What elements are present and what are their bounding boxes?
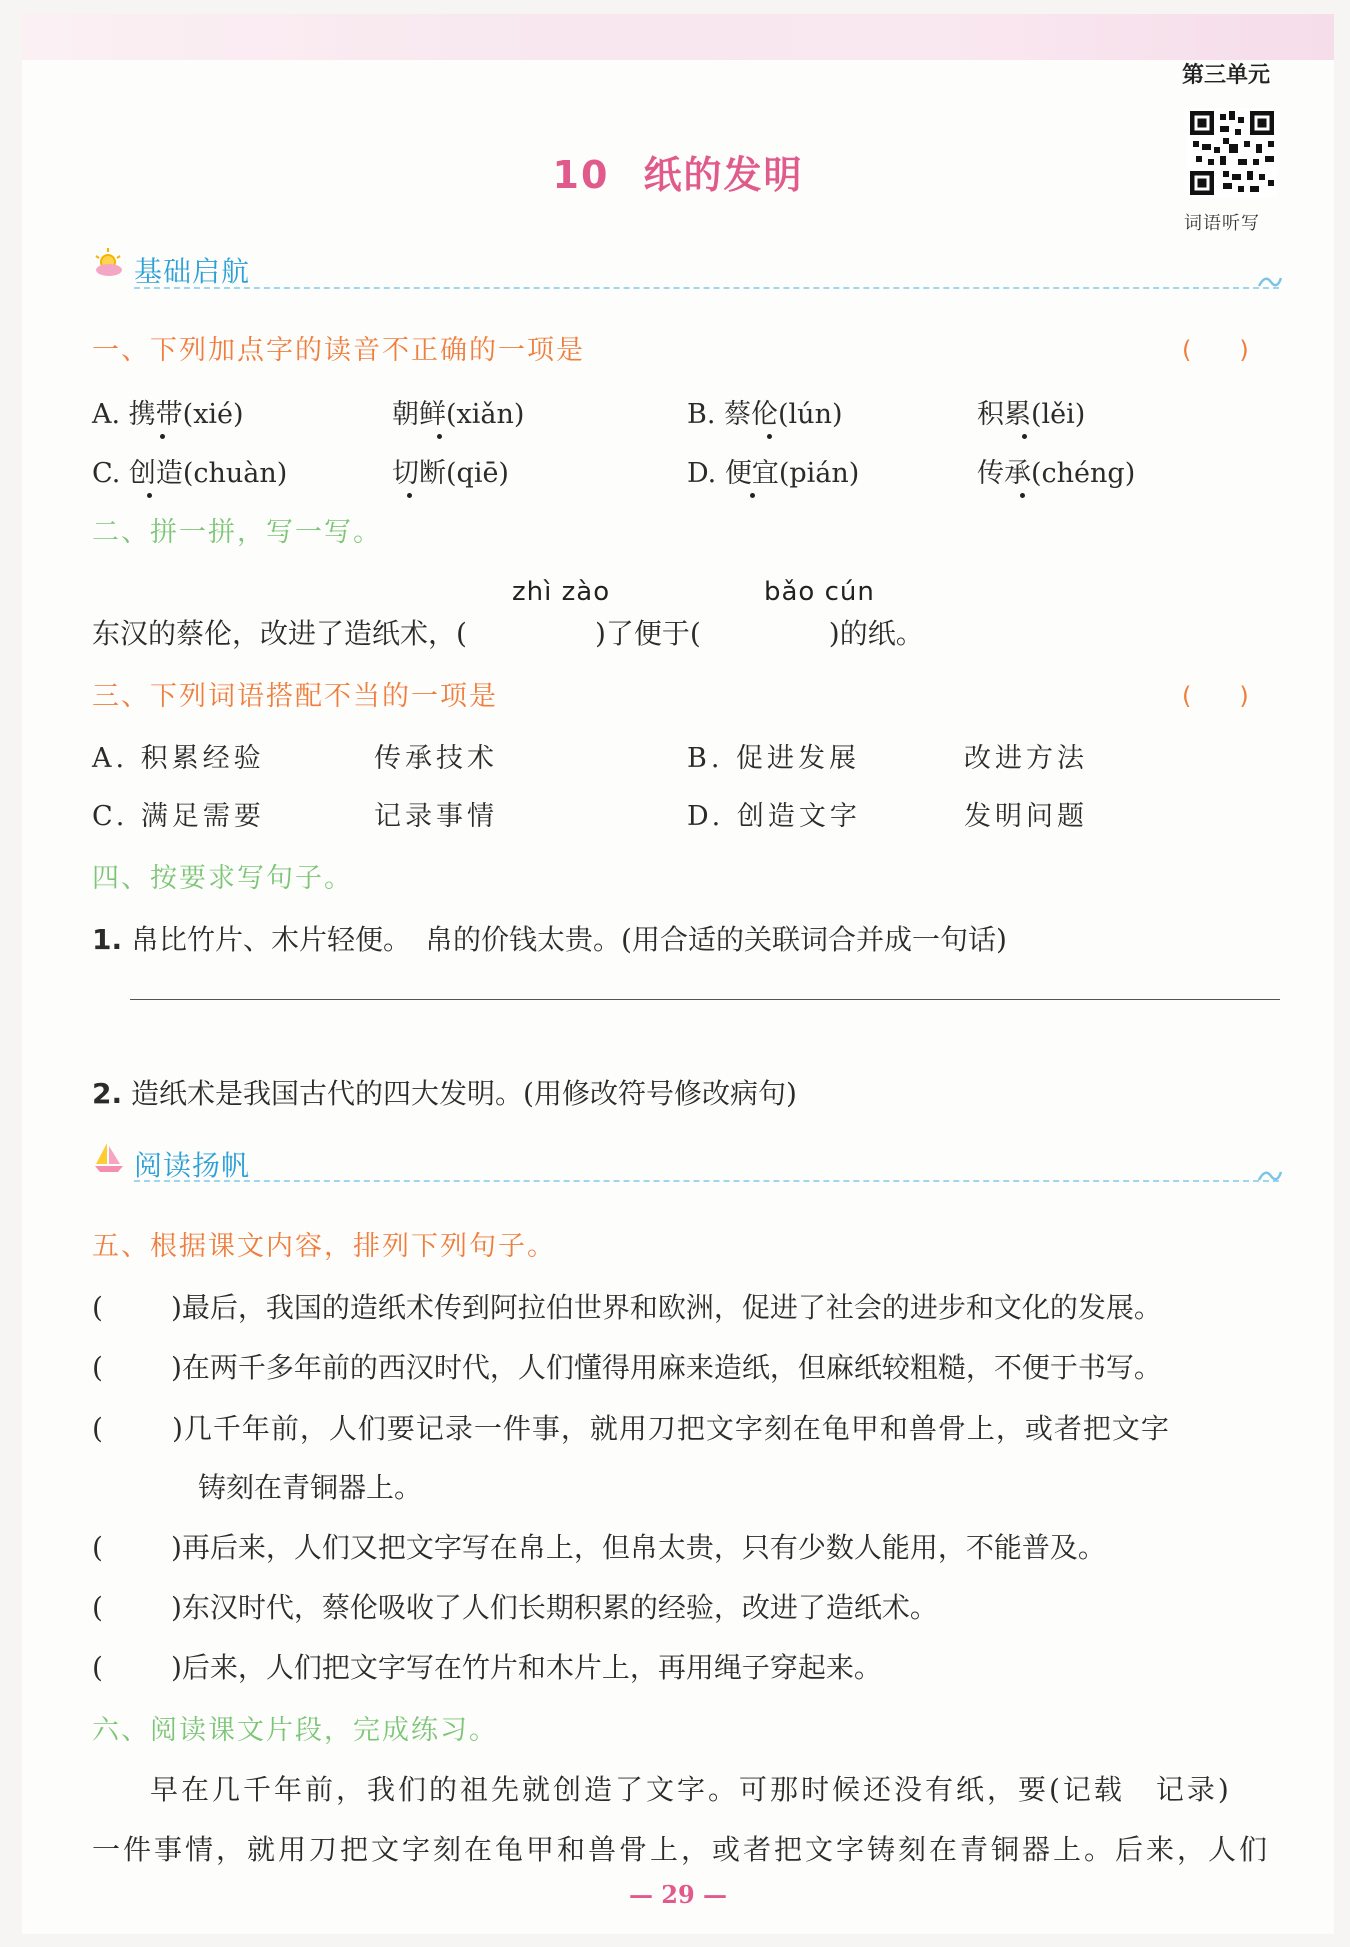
- lesson-title: [22, 144, 1334, 199]
- wave-icon: [1257, 1164, 1283, 1184]
- top-decorative-band: [22, 14, 1334, 60]
- item-number: 1.: [92, 923, 123, 956]
- item-text: 帛比竹片、木片轻便。 帛的价钱太贵。(用合适的关联词合并成一句话): [131, 923, 1007, 956]
- wave-icon: [1257, 270, 1283, 290]
- ordering-sentence: 最后，我国的造纸术传到阿拉伯世界和欧洲，促进了社会的进步和文化的发展。: [181, 1291, 1162, 1324]
- section-divider: [134, 287, 1279, 289]
- emphasis-dot: [147, 493, 152, 498]
- question-1-answer-paren[interactable]: ( ): [1182, 336, 1249, 364]
- q3-option-a1: A. 积累经验: [92, 743, 265, 774]
- question-2-sentence: [92, 612, 924, 652]
- question-2-title: 二、拼一拼，写一写。: [92, 517, 382, 548]
- order-paren-open[interactable]: (: [92, 1351, 103, 1384]
- ordering-row: [92, 1646, 882, 1686]
- emphasis-dot: [160, 434, 165, 439]
- ordering-row: [92, 1526, 1106, 1566]
- passage-line-1: 早在几千年前，我们的祖先就创造了文字。可那时候还没有纸，要(记载 记录): [150, 1773, 1232, 1806]
- answer-line[interactable]: [130, 999, 1280, 1000]
- order-paren-close[interactable]: ): [171, 1412, 184, 1445]
- lesson-name: 纸的发明: [643, 153, 804, 197]
- emphasis-dot: [1020, 493, 1025, 498]
- section-basic-title: 基础启航: [134, 255, 251, 288]
- emphasis-dot: [407, 493, 412, 498]
- ordering-sentence-continued: 铸刻在青铜器上。: [198, 1471, 423, 1504]
- question-4-item-2: [92, 1072, 797, 1112]
- option-a1: A. 携带(xié): [92, 399, 244, 430]
- question-3-title: 三、下列词语搭配不当的一项是: [92, 681, 498, 712]
- option-c2: 切断(qiē): [392, 458, 509, 489]
- section-divider: [134, 1180, 1279, 1182]
- pinyin-1: zhì zào: [512, 577, 611, 607]
- page-number: — 29 —: [628, 1880, 728, 1909]
- ordering-sentence: 在两千多年前的西汉时代，人们懂得用麻来造纸，但麻纸较粗糙，不便于书写。: [181, 1351, 1162, 1384]
- q3-option-d1: D. 创造文字: [687, 801, 861, 832]
- option-c1: C. 创造(chuàn): [92, 458, 288, 489]
- question-4-title: 四、按要求写句子。: [92, 863, 353, 894]
- worksheet-page: [22, 14, 1334, 1934]
- question-4-item-1: [92, 918, 1007, 958]
- ordering-row: [92, 1286, 1162, 1326]
- order-paren-close[interactable]: ): [170, 1531, 182, 1564]
- sentence-part-c: )的纸。: [828, 617, 924, 650]
- q3-option-a2: 传承技术: [374, 743, 498, 774]
- question-1-title: 一、下列加点字的读音不正确的一项是: [92, 335, 585, 366]
- ordering-row: [92, 1346, 1162, 1386]
- passage-line-2: 一件事情，就用刀把文字刻在龟甲和兽骨上，或者把文字铸刻在青铜器上。后来，人们: [92, 1833, 1271, 1866]
- q3-option-b2: 改进方法: [964, 743, 1088, 774]
- order-paren-open[interactable]: (: [92, 1591, 103, 1624]
- order-paren-open[interactable]: (: [92, 1531, 103, 1564]
- emphasis-dot: [767, 434, 772, 439]
- question-5-title: 五、根据课文内容，排列下列句子。: [92, 1231, 556, 1262]
- ordering-sentence: 东汉时代，蔡伦吸收了人们长期积累的经验，改进了造纸术。: [181, 1591, 938, 1624]
- order-paren-close[interactable]: ): [170, 1351, 182, 1384]
- order-paren-close[interactable]: ): [170, 1651, 182, 1684]
- ordering-sentence: 后来，人们把文字写在竹片和木片上，再用绳子穿起来。: [181, 1651, 882, 1684]
- q3-option-b1: B. 促进发展: [687, 743, 861, 774]
- ordering-sentence: 再后来，人们又把文字写在帛上，但帛太贵，只有少数人能用，不能普及。: [181, 1531, 1106, 1564]
- sentence-part-b: )了便于(: [594, 617, 701, 650]
- item-number: 2.: [92, 1077, 123, 1110]
- order-paren-open[interactable]: (: [92, 1651, 103, 1684]
- item-text: 造纸术是我国古代的四大发明。(用修改符号修改病句): [131, 1077, 797, 1110]
- section-reading-title: 阅读扬帆: [134, 1149, 251, 1182]
- sailboat-icon: [92, 1140, 126, 1174]
- sentence-part-a: 东汉的蔡伦，改进了造纸术，(: [92, 617, 467, 650]
- ordering-row: [92, 1586, 938, 1626]
- q3-option-c1: C. 满足需要: [92, 801, 265, 832]
- sun-cloud-icon: [92, 246, 126, 280]
- q3-option-c2: 记录事情: [374, 801, 498, 832]
- order-paren-open[interactable]: (: [92, 1412, 104, 1445]
- emphasis-dot: [437, 434, 442, 439]
- question-3-answer-paren[interactable]: ( ): [1182, 682, 1249, 710]
- emphasis-dot: [750, 493, 755, 498]
- option-a2: 朝鲜(xiǎn): [392, 399, 525, 430]
- order-paren-open[interactable]: (: [92, 1291, 103, 1324]
- option-d1: D. 便宜(pián): [687, 458, 860, 489]
- q3-option-d2: 发明问题: [964, 801, 1088, 832]
- ordering-sentence: 几千年前，人们要记录一件事，就用刀把文字刻在龟甲和兽骨上，或者把文字: [183, 1412, 1170, 1445]
- lesson-number: 10: [552, 153, 610, 197]
- qr-caption: 词语听写: [1184, 213, 1260, 234]
- option-b2: 积累(lěi): [977, 399, 1086, 430]
- pinyin-2: bǎo cún: [764, 577, 875, 607]
- emphasis-dot: [1022, 434, 1027, 439]
- unit-label: 第三单元: [1182, 63, 1271, 88]
- option-d2: 传承(chéng): [977, 458, 1136, 489]
- order-paren-close[interactable]: ): [170, 1591, 182, 1624]
- ordering-row: [92, 1407, 1170, 1447]
- order-paren-close[interactable]: ): [170, 1291, 182, 1324]
- option-b1: B. 蔡伦(lún): [687, 399, 843, 430]
- question-6-title: 六、阅读课文片段，完成练习。: [92, 1715, 498, 1746]
